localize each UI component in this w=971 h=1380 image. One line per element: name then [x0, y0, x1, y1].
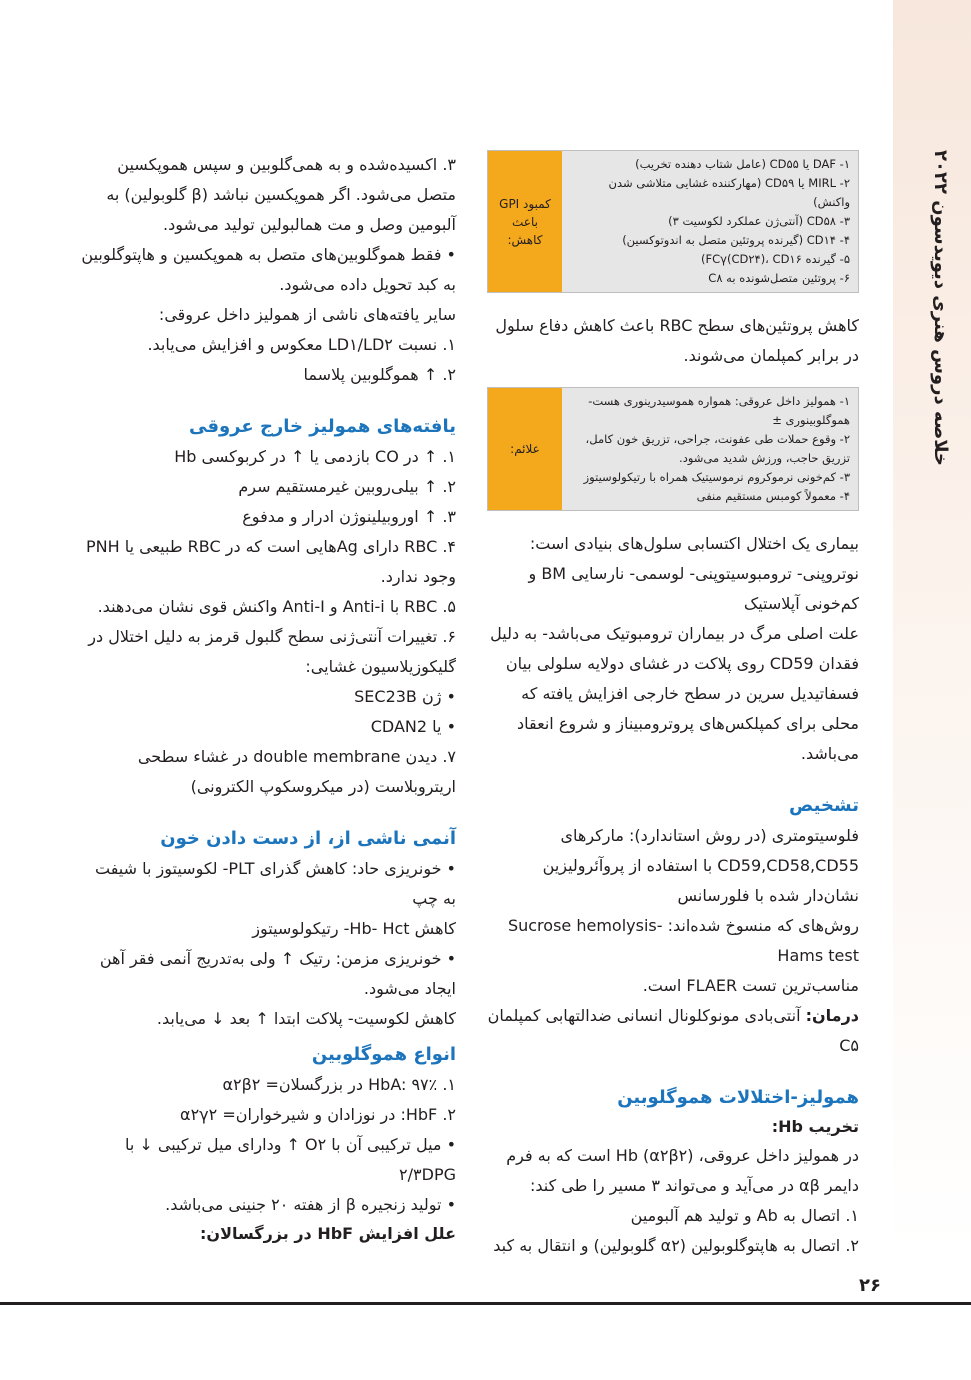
list-item: • یا CDAN2	[370, 717, 456, 736]
list-item: ۲. HbF: در نوزادان و شیرخواران= α۲γ۲	[180, 1105, 456, 1124]
list-item: • میل ترکیبی آن با O۲ ↑ ودارای میل ترکیبی ↓ با ۲/۳DPG	[124, 1135, 456, 1184]
subheading-hb-destruction: تخریب Hb:	[771, 1117, 859, 1136]
paragraph: روش‌های که منسوخ شده‌اند: Sucrose hemolysis- Hams test	[507, 916, 859, 965]
list-item: ۲. اتصال به هاپتوگلوبولین (α۲ گلوبولین) و انتقال به کبد	[493, 1236, 859, 1255]
left-column	[81, 150, 456, 1248]
right-column	[487, 150, 859, 1261]
list-item: ۱. HbA: ۹۷٪ در بزرگسلان= α۲β۲	[222, 1075, 456, 1094]
symptoms-box-content	[562, 388, 858, 510]
list-item: ۴. RBC دارای Agهایی است که در RBC طبیعی یا PNH وجود ندارد.	[85, 537, 456, 586]
paragraph: فلوسیتومتری (در روش استاندارد): مارکرهای CD59,CD58,CD55 با استفاده از پروآئرولیزین نشان‌دار شده با فلورسانس	[542, 826, 859, 905]
paragraph: کاهش پروتئین‌های سطح RBC باعث کاهش دفاع سلول در برابر کمپلمان می‌شوند.	[495, 316, 859, 365]
list-item: ۳- CD۵۸ (آنتی‌ژن عملکرد لکوسیت ۳)	[668, 214, 850, 228]
list-item: ۳. ↑ اوروبیلینوژن ادرار و مدفوع	[242, 507, 456, 526]
list-item: ۱. اتصال به Ab و تولید هم آلبومین	[630, 1206, 859, 1225]
list-item: ۱. ↑ در CO بازدمی یا ↑ در کربوکسی Hb	[174, 447, 456, 466]
gpi-box-label: کمبود GPI باعث کاهش:	[488, 151, 562, 292]
paragraph: مناسب‌ترین تست FLAER است.	[642, 976, 859, 995]
section-heading-diagnosis: تشخیص	[789, 795, 859, 816]
page-number: ۲۶	[859, 1275, 881, 1296]
treatment-paragraph	[487, 1001, 859, 1061]
list-item: • ژن SEC23B	[354, 687, 456, 706]
list-item: ۱- DAF یا CD۵۵ (عامل شتاب دهنده تخریب)	[635, 157, 850, 171]
list-item: کاهش لکوسیت- پلاکت ابتدا ↑ بعد ↓ می‌یابد.	[156, 1009, 456, 1028]
list-item: ۶. تغییرات آنتی‌ژنی سطح گلبول قرمز به دلیل اختلال در گلیکوزیلاسیون غشایی:	[88, 627, 456, 676]
list-item: ۱. نسبت LD۱/LD۲ معکوس و افزایش می‌یابد.	[147, 335, 456, 354]
section-heading-hemolysis: همولیز-اختلالات هموگلوبین	[617, 1087, 859, 1108]
section-heading-blood-loss: آنمی ناشی از، از دست دادن خون	[160, 828, 456, 849]
sidebar-band	[893, 0, 971, 1250]
list-item: • فقط هموگلوبین‌های متصل به هموپکسین و هاپتوگلوبین به کبد تحویل داده می‌شود.	[81, 245, 456, 294]
book-title: خلاصه دروس هنری دیویدسون ۲۰۲۲	[930, 150, 951, 466]
list-item: ۲- وقوع حملات طی عفونت، جراحی، تزریق خون کامل، تزریق حاجب، ورزش شدید می‌شود.	[585, 432, 850, 465]
treatment-label: درمان:	[805, 1006, 859, 1025]
list-item: • تولید زنجیره β از هفته ۲۰ جنینی می‌باشد.	[165, 1195, 456, 1214]
list-item: ۳- کم‌خونی نرموکروم نرموسیتیک همراه با رتیکولوسیتوز	[583, 470, 850, 484]
list-item: کاهش Hb- Hct- رتیکولوسیتوز	[252, 919, 456, 938]
list-item: • خونریزی مزمن: رتیک ↑ ولی به‌تدریج آنمی فقر آهن ایجاد می‌شود.	[99, 949, 456, 998]
section-heading-hb-types: انواع هموگلوبین	[311, 1044, 456, 1065]
list-item: ۴- معمولاً کومبس مستقیم منفی	[696, 489, 850, 503]
subheading-hbf-reasons: علل افزایش HbF در بزرگسالان:	[200, 1224, 456, 1243]
list-item: • خونریزی حاد: کاهش گذرای PLT- لکوسیتوز با شیفت به چپ	[94, 859, 456, 908]
section-heading-extravascular: یافته‌های همولیز خارج عروقی	[189, 416, 456, 437]
paragraph: علت اصلی مرگ در بیماران ترومبوتیک می‌باشد- به دلیل فقدان CD59 روی پلاکت در غشای دولایه سلولی بیان فسفاتیدیل سرین در سطح خارجی افزایش یافته که محلی برای کمپلکس‌های پروترومبیناز و شروع انعقاد می‌باشد.	[490, 624, 859, 763]
gpi-deficiency-box	[487, 150, 859, 293]
symptoms-box-label: علائم:	[488, 388, 562, 510]
footer-divider	[0, 1302, 971, 1305]
list-item: ۷. دیدن double membrane در غشاء سطحی اریتروبلاست (در میکروسکوپ الکترونی)	[137, 747, 456, 796]
paragraph: بیماری یک اختلال اکتسابی سلول‌های بنیادی است: نوتروپنی- ترومبوسیتوپنی- لوسمی- نارسایی BM و کم‌خونی آپلاستیک	[528, 534, 859, 613]
list-item: ۲. ↑ بیلی‌روبین غیرمستقیم سرم	[238, 477, 456, 496]
gpi-box-content	[562, 151, 858, 292]
list-item: ۲- MIRL یا CD۵۹ (مهارکننده غشایی متلاشی شدن واکنش)	[608, 176, 850, 209]
paragraph: در همولیز داخل عروقی، Hb (α۲β۲) است که به فرم دایمر αβ در می‌آید و می‌تواند ۳ مسیر را طی کند:	[506, 1146, 859, 1195]
symptoms-box	[487, 387, 859, 511]
list-item: ۱- همولیز داخل عروقی: همواره هموسیدرینوری هست- هموگلوبینوری ±	[588, 394, 850, 427]
list-item: ۲. ↑ هموگلوبین پلاسما	[303, 365, 456, 384]
list-item: ۳. اکسیده‌شده و به همی‌گلوبین و سپس هموپکسین متصل می‌شود. اگر هموپکسین نباشد (β گلوبولین) به آلبومین وصل و مت همالبولین تولید می‌شود.	[106, 155, 456, 234]
list-item: ۶- پروتئین متصل‌شونده به C۸	[708, 271, 850, 285]
list-item: ۴- CD۱۴ (گیرنده پروتئین متصل به اندوتوکسین)	[622, 233, 850, 247]
treatment-text: آنتی‌بادی مونوکلونال انسانی ضدالتهابی کمپلمان C۵	[487, 1006, 859, 1055]
list-item: ۵. RBC با Anti-i و Anti-I واکنش قوی نشان می‌دهند.	[97, 597, 456, 616]
list-item: ۵- گیرنده FCγ(CD۲۴)، CD۱۶)	[701, 252, 850, 266]
paragraph: سایر یافته‌های ناشی از همولیز داخل عروقی:	[158, 305, 456, 324]
